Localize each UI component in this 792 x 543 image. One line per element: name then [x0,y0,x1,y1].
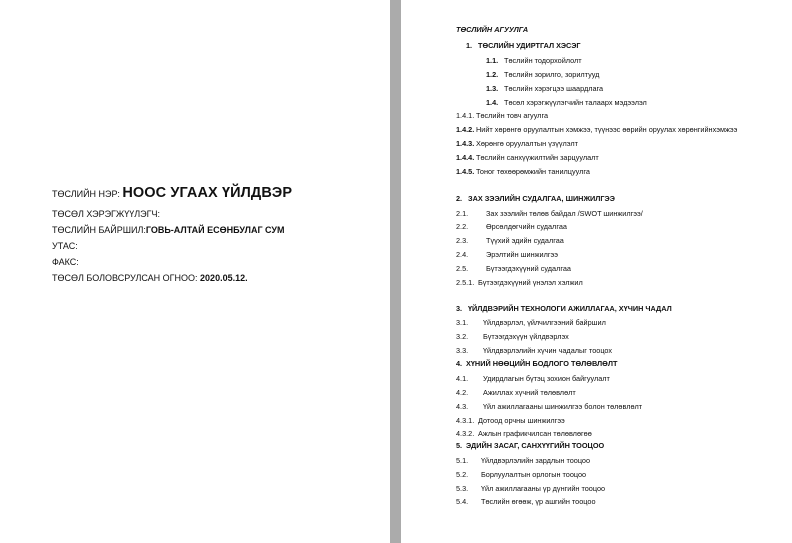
date-label: ТӨСӨЛ БОЛОВСРУЛСАН ОГНОО: [52,273,198,283]
toc-text: Бүтээгдэхүүний судалгаа [486,264,571,273]
project-name-label: ТӨСЛИЙН НЭР: [52,189,120,199]
toc-line [456,441,604,451]
toc-line [456,484,605,494]
toc-num: 5.2. [456,470,469,479]
toc-num: 5.3. [456,484,469,493]
toc-text: ЗАХ ЗЭЭЛИЙН СУДАЛГАА, ШИНЖИЛГЭЭ [468,194,615,203]
toc-line [456,332,569,342]
toc-text: Үйл ажиллагааны үр дүнгийн тооцоо [481,484,606,493]
toc-text: Ажиллах хүчний төлөвлөлт [483,388,576,397]
toc-num: 5.4. [456,497,469,506]
toc-num: 2.1. [456,209,469,218]
date-value: 2020.05.12. [200,273,248,283]
toc-text: Төслийн санхүүжилтийн зарцуулалт [476,153,599,162]
toc-text: Үйлдвэрлэлийн хүчин чадалыг тооцох [483,346,613,355]
toc-num: 2.3. [456,236,469,245]
toc-text: ҮЙЛДВЭРИЙН ТЕХНОЛОГИ АЖИЛЛАГАА, ХҮЧИН ЧАДАЛ [468,304,672,313]
location-line [52,225,285,237]
toc-text: Дотоод орчны шинжилгээ [478,416,565,425]
toc-num: 1. [466,41,473,50]
toc-text: Үйлдвэрлэл, үйлчилгээний байршил [483,318,606,327]
toc-text: Борлуулалтын орлогын тооцоо [481,470,587,479]
toc-title: ТӨСЛИЙН АГУУЛГА [456,25,529,34]
toc-num: 4.1. [456,374,469,383]
fax-label: ФАКС: [52,257,79,267]
toc-line [456,153,599,163]
toc-text: Төслийн хэрэгцээ шаардлага [504,84,604,93]
toc-num: 3.3. [456,346,469,355]
toc-text: Бүтээгдэхүүний үнэлэл хэлжил [478,278,583,287]
toc-num: 4. [456,359,463,368]
toc-line [456,222,567,232]
toc-num: 2.4. [456,250,469,259]
toc-line [456,497,596,507]
toc-text: Зах зээлийн төлөв байдал /SWOT шинжилгээ/ [486,209,643,218]
location-value: ГОВЬ-АЛТАЙ ЕСӨНБУЛАГ СУМ [145,225,285,235]
location-label: ТӨСЛИЙН БАЙРШИЛ: [52,225,146,235]
toc-line [456,209,643,219]
toc-num: 1.4. [486,98,499,107]
phone-label: УТАС: [52,241,78,251]
toc-num: 4.3.1. [456,416,475,425]
toc-line [456,456,590,466]
toc-text: ЭДИЙН ЗАСАГ, САНХҮҮГИЙН ТООЦОО [466,441,605,450]
toc-text: Удирдлагын бүтэц зохион байгуулалт [483,374,610,383]
toc-line [456,359,617,369]
toc-line [486,84,603,94]
toc-num: 5.1. [456,456,469,465]
toc-num: 1.4.2. [456,125,475,134]
toc-text: Төсөл хэрэгжүүлэгчийн талаарх мэдээлэл [504,98,647,107]
toc-text: Үйлдвэрлэлийн зардлын тооцоо [481,456,591,465]
toc-line [456,250,558,260]
toc-text: Төслийн товч агуулга [476,111,548,120]
toc-text: Нийт хөрөнгө оруулалтын хэмжээ, түүнээс өөрийн оруулах хөрөнгийнхэмжээ [476,125,738,134]
toc-num: 2. [456,194,463,203]
toc-num: 4.3.2. [456,429,475,438]
toc-num: 1.4.5. [456,167,475,176]
toc-line [486,56,582,66]
toc-line [456,318,606,328]
toc-num: 4.2. [456,388,469,397]
implementer-label: ТӨСӨЛ ХЭРЭГЖҮҮЛЭГЧ: [52,209,160,219]
toc-text: Үйл ажиллагааны шинжилгээ болон төлөвлөлт [483,402,643,411]
toc-num: 2.5. [456,264,469,273]
toc-text: Төслийн өгөөж, үр ашгийн тооцоо [481,497,596,506]
toc-line [456,304,672,314]
toc-line [456,264,571,274]
toc-text: Төслийн зорилго, зорилтууд [504,70,600,79]
toc-text: Түүхий эдийн судалгаа [486,236,564,245]
toc-text: ТӨСЛИЙН УДИРТГАЛ ХЭСЭГ [478,41,581,50]
toc-line [456,111,548,121]
toc-line [456,388,576,398]
toc-text: Бүтээгдэхүүн үйлдвэрлэх [483,332,569,341]
toc-text: ХҮНИЙ НӨӨЦИЙН БОДЛОГО ТӨЛӨВЛӨЛТ [466,359,618,368]
toc-num: 1.3. [486,84,499,93]
toc-num: 1.4.4. [456,153,475,162]
toc-num: 1.4.3. [456,139,475,148]
toc-line [486,70,599,80]
toc-num: 1.1. [486,56,499,65]
toc-text: Өрсөлдөгчийн судалгаа [486,222,567,231]
toc-num: 2.5.1. [456,278,475,287]
cover-page [0,0,390,543]
date-line [52,273,248,285]
toc-num: 5. [456,441,463,450]
toc-num: 3.2. [456,332,469,341]
toc-num: 3.1. [456,318,469,327]
toc-text: Эрэлтийн шинжилгээ [486,250,558,259]
toc-line [456,429,592,439]
toc-line [466,41,581,51]
toc-line [456,125,737,135]
toc-line [456,416,565,426]
toc-line [456,470,586,480]
toc-text: Төслийн тодорхойлолт [504,56,582,65]
toc-line [456,167,590,177]
toc-num: 3. [456,304,463,313]
toc-line [456,346,612,356]
toc-line [456,402,642,412]
toc-line [456,374,610,384]
toc-num: 1.2. [486,70,499,79]
toc-line [486,98,647,108]
toc-text: Хөрөнгө оруулалтын үзүүлэлт [476,139,578,148]
project-name: НООС УГААХ ҮЙЛДВЭР [122,185,293,201]
toc-line [456,194,615,204]
toc-text: Ажлын графикчилсан төлөвлөгөө [478,429,592,438]
toc-num: 4.3. [456,402,469,411]
toc-line [456,139,578,149]
project-name-line [52,184,292,203]
toc-line [456,236,564,246]
toc-text: Тоног төхөөрөмжийн танилцуулга [476,167,590,176]
toc-num: 1.4.1. [456,111,475,120]
toc-num: 2.2. [456,222,469,231]
toc-line [456,278,583,288]
toc-page [401,0,792,543]
